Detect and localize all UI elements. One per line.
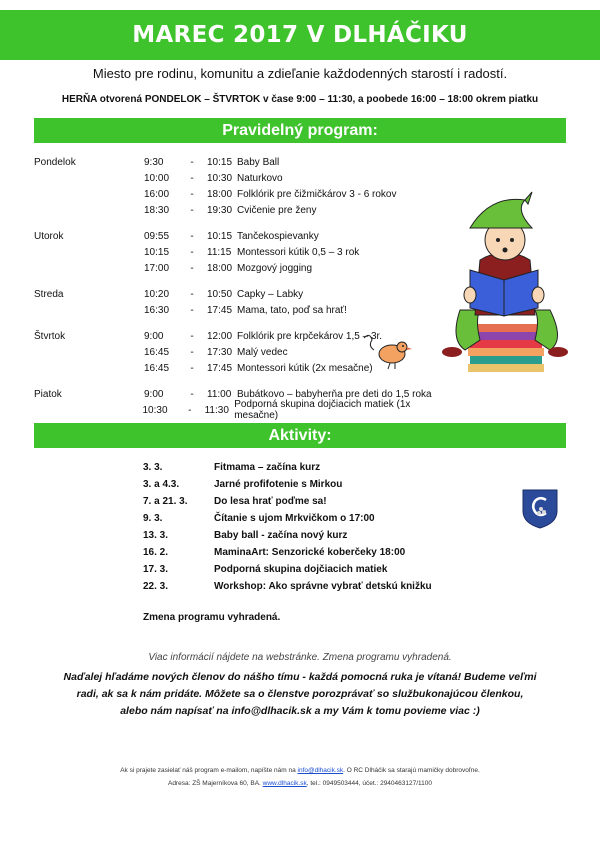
program-row (34, 260, 454, 276)
day-name: Piatok (34, 388, 62, 400)
end-time: 18:00 (207, 188, 233, 200)
day-block (34, 228, 454, 276)
regular-program-heading: Pravidelný program: (34, 118, 566, 143)
regular-program-list (34, 154, 454, 428)
start-time: 9:00 (144, 330, 164, 342)
activity-label: Jarné profifotenie s Mirkou (214, 479, 343, 490)
page-title: MAREC 2017 V DLHÁČIKU (132, 22, 468, 48)
program-row (34, 286, 454, 302)
activity-row (143, 510, 432, 527)
end-time: 12:00 (207, 330, 233, 342)
time-dash: - (190, 288, 194, 300)
start-time: 16:45 (144, 362, 170, 374)
time-dash: - (190, 188, 194, 200)
time-dash: - (190, 172, 194, 184)
activity-label: Do lesa hrať poďme sa! (214, 496, 327, 507)
child-reading-book-illustration (440, 190, 570, 380)
activity-row (143, 493, 432, 510)
program-label: Montessori kútik 0,5 – 3 rok (237, 246, 360, 258)
footer-line-2 (0, 780, 600, 787)
program-note: Zmena programu vyhradená. (143, 612, 281, 623)
start-time: 16:30 (144, 304, 170, 316)
recruitment-text (0, 669, 600, 720)
program-label: Tančekospievanky (237, 230, 319, 242)
start-time: 9:30 (144, 156, 164, 168)
footer-text: , tel.: 0949503444, účet.: 2940463127/1100 (306, 780, 433, 787)
activities-heading: Aktivity: (34, 423, 566, 448)
program-label: Baby Ball (237, 156, 280, 168)
time-dash: - (190, 262, 194, 274)
activities-list (143, 459, 432, 595)
program-label: Folklórik pre krpčekárov 1,5 – 3r. (237, 330, 383, 342)
end-time: 11:15 (207, 246, 232, 258)
activity-row (143, 544, 432, 561)
activity-row (143, 578, 432, 595)
info-line: Viac informácií nájdete na webstránke. Zmena programu vyhradená. (148, 652, 452, 663)
day-block (34, 154, 454, 218)
time-dash: - (190, 362, 194, 374)
end-time: 19:30 (207, 204, 233, 216)
end-time: 17:45 (207, 362, 233, 374)
footer-text: . O RC Dlháčik sa starajú mamičky dobrovoľne. (343, 767, 480, 774)
start-time: 10:15 (144, 246, 170, 258)
activity-date: 13. 3. (143, 530, 169, 541)
activity-date: 17. 3. (143, 564, 169, 575)
bird-icon (362, 330, 412, 370)
start-time: 9:00 (144, 388, 164, 400)
program-row (34, 186, 454, 202)
start-time: 10:20 (144, 288, 170, 300)
activity-label: Workshop: Ako správne vybrať detskú knižku (214, 581, 432, 592)
program-label: Cvičenie pre ženy (237, 204, 317, 216)
time-dash: - (190, 156, 194, 168)
end-time: 10:15 (207, 230, 233, 242)
program-row (34, 170, 454, 186)
program-row (34, 399, 454, 421)
start-time: 18:30 (144, 204, 170, 216)
day-block (34, 386, 454, 421)
opening-hours: HERŇA otvorená PONDELOK – ŠTVRTOK v čase 9:00 – 11:30, a poobede 16:00 – 18:00 okrem piatku (61, 94, 539, 105)
activity-date: 3. a 4.3. (143, 479, 180, 490)
program-row (34, 154, 454, 170)
activity-date: 16. 2. (143, 547, 169, 558)
day-name: Štvrtok (34, 330, 66, 342)
day-block (34, 286, 454, 318)
website-link[interactable]: www.dlhacik.sk (262, 780, 307, 787)
recruitment-line: alebo nám napísať na info@dlhacik.sk a my Vám k tomu povieme viac :) (120, 705, 480, 717)
end-time: 10:30 (207, 172, 233, 184)
footer-line-1 (0, 767, 600, 774)
end-time: 18:00 (207, 262, 233, 274)
end-time: 17:30 (207, 346, 233, 358)
end-time: 11:30 (204, 404, 229, 416)
end-time: 10:15 (207, 156, 233, 168)
activity-label: Čítanie s ujom Mrkvičkom o 17:00 (214, 513, 375, 524)
activity-label: MaminaArt: Senzorické koberčeky 18:00 (214, 547, 406, 558)
start-time: 09:55 (144, 230, 170, 242)
start-time: 10:00 (144, 172, 170, 184)
activity-row (143, 476, 432, 493)
day-name: Pondelok (34, 156, 76, 168)
activity-date: 22. 3. (143, 581, 169, 592)
time-dash: - (190, 246, 194, 258)
time-dash: - (190, 346, 194, 358)
program-label: Capky – Labky (237, 288, 304, 300)
program-row (34, 302, 454, 318)
program-label: Montessori kútik (2x mesačne) (237, 362, 373, 374)
activity-row (143, 561, 432, 578)
end-time: 10:50 (207, 288, 233, 300)
recruitment-line: Naďalej hľadáme nových členov do nášho tímu - každá pomocná ruka je vítaná! Budeme veľmi (63, 671, 537, 683)
subtitle: Miesto pre rodinu, komunitu a zdieľanie každodenných starostí i radostí. (92, 66, 508, 81)
time-dash: - (190, 204, 194, 216)
program-label: Folklórik pre čižmičkárov 3 - 6 rokov (237, 188, 397, 200)
activity-date: 9. 3. (143, 513, 163, 524)
program-row (34, 244, 454, 260)
footer-text: Ak si prajete zasielať náš program e-mailom, napíšte nám na (120, 767, 298, 774)
program-label: Malý vedec (237, 346, 288, 358)
title-banner (0, 10, 600, 60)
time-dash: - (190, 330, 194, 342)
recruitment-line: radi, ak sa k nám pridáte. Môžete sa o členstve porozprávať so službukonajúcou členkou, (76, 688, 524, 700)
program-label: Mama, tato, poď sa hrať! (237, 304, 347, 316)
end-time: 11:00 (207, 388, 232, 400)
start-time: 17:00 (144, 262, 170, 274)
end-time: 17:45 (207, 304, 233, 316)
activity-date: 3. 3. (143, 462, 163, 473)
program-row (34, 202, 454, 218)
coat-of-arms-icon (520, 487, 560, 529)
program-label: Mozgový jogging (237, 262, 313, 274)
activity-label: Fitmama – začína kurz (214, 462, 321, 473)
activity-date: 7. a 21. 3. (143, 496, 188, 507)
activity-label: Podporná skupina dojčiacich matiek (214, 564, 388, 575)
footer-text: Adresa: ZŠ Majerníkova 60, BA. (167, 780, 263, 787)
start-time: 16:45 (144, 346, 170, 358)
time-dash: - (190, 304, 194, 316)
start-time: 16:00 (144, 188, 170, 200)
program-row (34, 228, 454, 244)
program-label: Naturkovo (237, 172, 283, 184)
activity-row (143, 527, 432, 544)
program-label: Bubátkovo – babyherňa pre deti do 1,5 roka (237, 388, 432, 400)
activity-label: Baby ball - začína nový kurz (214, 530, 348, 541)
start-time: 10:30 (142, 404, 168, 416)
time-dash: - (190, 388, 194, 400)
time-dash: - (190, 230, 194, 242)
day-name: Utorok (34, 230, 64, 242)
day-name: Streda (34, 288, 64, 300)
activity-row (143, 459, 432, 476)
program-label: Podporná skupina dojčiacich matiek (1x mesačne) (234, 399, 411, 421)
email-link[interactable]: info@dlhacik.sk (297, 767, 344, 774)
time-dash: - (188, 404, 192, 416)
